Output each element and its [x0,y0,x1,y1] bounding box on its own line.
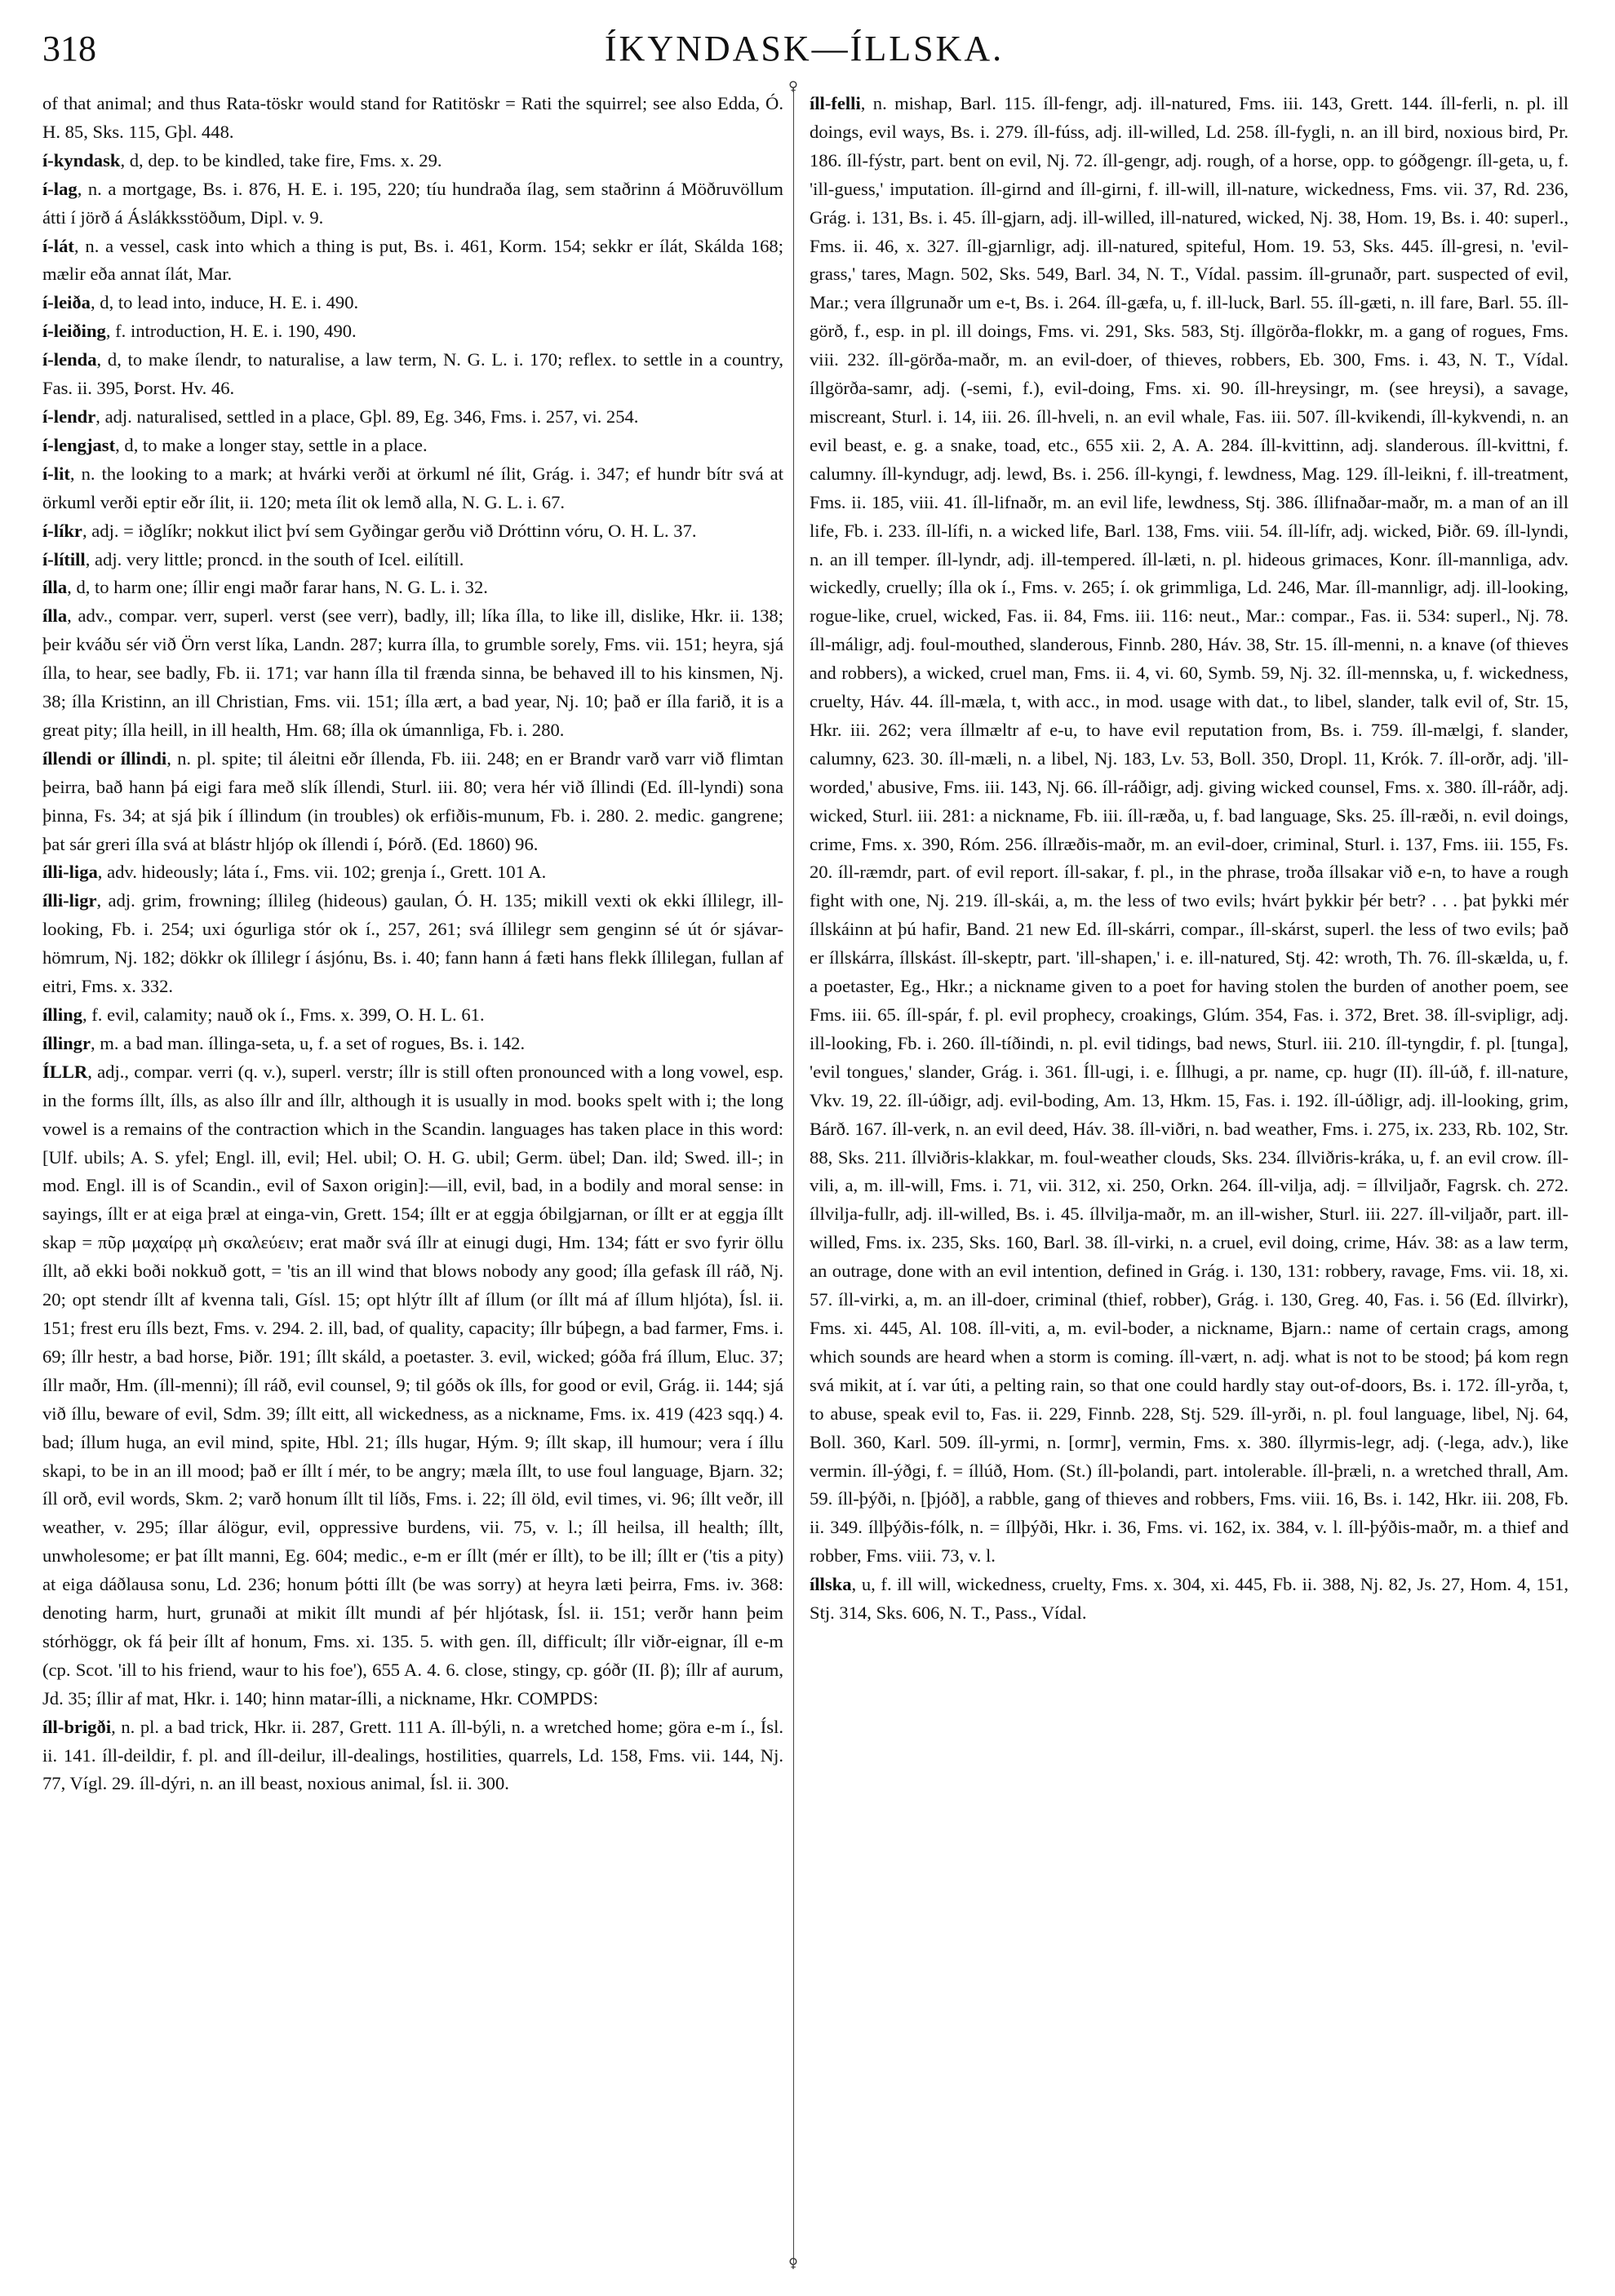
column-divider [793,88,794,2263]
entry-text: , adj. naturalised, settled in a place, Gþl. 89, Eg. 346, Fms. i. 257, vi. 254. [95,406,639,427]
entry-headword: í-lát [42,235,74,256]
entry-text: , n. pl. a bad trick, Hkr. ii. 287, Grett. 111 A. íll-býli, n. a wretched home; göra e-m í., Ísl. ii. 141. íll-deildir, f. pl. and íll-deilur, ill-dealings, hostilities, quarrels, Ld. 158, Fms. vii. 144, Nj. 77, Vígl. 29. íll-dýri, n. an ill beast, noxious animal, Ísl. ii. 300. [42,1716,783,1794]
dictionary-entry [42,858,783,887]
entry-headword: íllendi or íllindi [42,747,167,769]
entry-text: , n. a vessel, cask into which a thing is put, Bs. i. 461, Korm. 154; sekkr er ílát, Skálda 168; mælir eða annat ílát, Mar. [42,235,783,285]
entry-text: , d, to harm one; íllir engi maðr farar hans, N. G. L. i. 32. [67,577,488,598]
entry-text: , adj., compar. verri (q. v.), superl. verstr; íllr is still often pronounced with a long vowel, esp. in the forms íllt, ílls, as also íllr and íllr, although it is usually in mod. books spelt with i; the long vowel is a remains of the contraction which in the Scandin. languages has taken place in this word: [Ulf. ubils; A. S. yfel; Engl. ill, evil; Hel. ubil; O. H. G. ubil; Germ. übel; Dan. ild; Swed. ill-; in mod. Engl. ill is of Scandin., evil of Saxon origin]:—ill, evil, bad, in a bodily and moral sense: in sayings, íllt er at eiga þræl at einga-vin, Grett. 154; íllt er at eggja óbilgjarnan, or íllt er at eggja íllt skap = πῦρ μαχαίρᾳ μὴ σκαλεύειν; erat maðr svá íllr at einugi dugi, Hm. 134; fátt er svo fyrir öllu íllt, að ekki boði nokkuð gott, = 'tis an ill wind that blows nobody any good; ílla gefask íll ráð, Nj. 20; opt stendr íllt af kvenna tali, Gísl. 15; opt hlýtr íllt af íllum (or íllt má af íllum hljóta), Ísl. ii. 151; frest eru ílls bezt, Fms. v. 294. 2. ill, bad, of quality, capacity; íllr búþegn, a bad farmer, Fms. i. 69; íllr hestr, a bad horse, Þiðr. 191; íllt skáld, a poetaster. 3. evil, wicked; góða frá íllum, Eluc. 37; íllr maðr, Hm. (íll-menni); íll ráð, evil counsel, 9; til góðs ok ílls, for good or evil, Grág. ii. 144; sjá við íllu, beware of evil, Sdm. 39; íllt eitt, all wickedness, as a nickname, Fms. ix. 419 (423 sqq.) 4. bad; íllum huga, an evil mind, spite, Hbl. 21; ílls hugar, Hým. 9; íllt skap, ill humour; vera í íllu skapi, to be in an ill mood; það er íllt í mér, to be angry; mæla íllt, to use foul language, Bjarn. 32; íll orð, evil words, Skm. 2; varð honum íllt til líðs, Fms. i. 22; íll öld, evil times, vi. 96; íllt veðr, ill weather, v. 295; íllar álögur, evil, oppressive burdens, vii. 75, v. l.; íll heilsa, ill health; íllt, unwholesome; er þat íllt manni, Eg. 604; medic., e-m er íllt (mér er íllt), to be ill; íllt er ('tis a pity) at eiga dáðlausa sonu, Ld. 236; honum þótti íllt (be was sorry) at heyra læti þeirra, Fms. iv. 368: denoting harm, hurt, grunaði at mikit íllt mundi af þér hljótask, Ísl. ii. 151; verðr hann þeim stórhöggr, ok fá þeir íllt af honum, Fms. xi. 135. 5. with gen. íll, difficult; íllr viðr-eignar, íll e-m (cp. Scot. 'ill to his friend, waur to his foe'), 655 A. 4. 6. close, stingy, cp. góðr (II. β); íllr af aurum, Jd. 35; íllir af mat, Hkr. i. 140; hinn matar-ílli, a nickname, Hkr. COMPDS: [42,1061,783,1709]
entry-headword: ílling [42,1004,82,1025]
dictionary-entry [42,517,783,546]
entry-headword: í-lit [42,463,70,484]
dictionary-entry [42,1713,783,1799]
entry-headword: í-lenda [42,349,97,370]
entry-text: , n. mishap, Barl. 115. íll-fengr, adj. ill-natured, Fms. iii. 143, Grett. 144. íll-ferli, n. pl. ill doings, evil ways, Bs. i. 279. íll-fúss, adj. ill-willed, Ld. 258. íll-fygli, n. an ill bird, noxious bird, Pr. 186. íll-fýstr, part. bent on evil, Nj. 72. íll-gengr, adj. rough, of a horse, opp. to góðgengr. íll-geta, u, f. 'ill-guess,' imputation. íll-girnd and íll-girni, f. ill-will, ill-nature, wickedness, Fms. vii. 37, Rd. 236, Grág. i. 131, Bs. i. 45. íll-gjarn, adj. ill-willed, ill-natured, wicked, Nj. 38, Hom. 19, Bs. i. 40: superl., Fms. ii. 46, x. 327. íll-gjarnligr, adj. ill-natured, spiteful, Hom. 19. 53, Sks. 445. íll-gresi, n. 'evil-grass,' tares, Magn. 502, Sks. 549, Barl. 34, N. T., Vídal. passim. íll-grunaðr, part. suspected of evil, Mar.; vera íllgrunaðr um e-t, Bs. i. 264. íll-gæfa, u, f. ill-luck, Barl. 55. íll-gæti, n. ill fare, Barl. 55. íll-görð, f., esp. in pl. ill doings, Fms. vi. 291, Sks. 583, Stj. íllgörða-flokkr, m. a gang of rogues, Fms. viii. 232. íll-görða-maðr, m. an evil-doer, of thieves, robbers, Eb. 300, Fms. i. 43, N. T., Vídal. íllgörða-samr, adj. (-semi, f.), evil-doing, Fms. xi. 90. íll-hreysingr, m. (see hreysi), a savage, miscreant, Sturl. i. 14, iii. 26. íll-hveli, n. an evil whale, Fas. iii. 507. íll-kvikendi, íll-kykvendi, n. an evil beast, e. g. a snake, toad, etc., 655 xii. 2, A. A. 284. íll-kvittinn, adj. slanderous. íll-kvittni, f. calumny. íll-kyndugr, adj. lewd, Bs. i. 256. íll-kyngi, f. lewdness, Mag. 129. íll-leikni, f. ill-treatment, Fms. ii. 185, viii. 41. íll-lifnaðr, m. an evil life, lewdness, Stj. 386. íllifnaðar-maðr, m. a man of an ill life, Fb. i. 233. íll-lífi, n. a wicked life, Barl. 138, Fms. viii. 54. íll-lífr, adj. wicked, Þiðr. 69. íll-lyndi, n. an ill temper. íll-lyndr, adj. ill-tempered. íll-læti, n. pl. hideous grimaces, Konr. íll-mannliga, adv. wickedly, cruelly; ílla ok í., Fms. v. 265; í. ok grimmliga, Ld. 246, Mar. íll-mannligr, adj. ill-looking, rogue-like, cruel, wicked, Fas. ii. 84, Fms. iii. 116: neut., Mar.: compar., Fas. ii. 534: superl., Nj. 78. íll-máligr, adj. foul-mouthed, slanderous, Finnb. 280, Háv. 38, Str. 15. íll-menni, n. a knave (of thieves and robbers), a wicked, cruel man, Fms. ii. 4, vi. 60, Symb. 59, Nj. 32. íll-mennska, u, f. wickedness, cruelty, Háv. 44. íll-mæla, t, with acc., in mod. usage with dat., to libel, slander, talk evil of, Str. 15, Hkr. iii. 262; vera íllmæltr af e-u, to have evil reputation from, Bs. i. 759. íll-mælgi, f. slander, calumny, 623. 30. íll-mæli, n. a libel, Nj. 183, Lv. 53, Boll. 350, Dropl. 11, Krók. 7. íll-orðr, adj. 'ill-worded,' abusive, Fms. iii. 143, Nj. 66. íll-ráðigr, adj. giving wicked counsel, Fms. x. 380. íll-ráðr, adj. wicked, Sturl. iii. 281: a nickname, Fb. iii. íll-ræða, u, f. bad language, Sks. 25. íll-ræði, n. evil doings, crime, Fms. x. 390, Róm. 256. íllræðis-maðr, m. an evil-doer, criminal, Sturl. i. 137, Fms. iii. 155, Fs. 20. íll-ræmdr, part. of evil report. íll-sakar, f. pl., in the phrase, troða íllsakar við e-n, to have a rough fight with one, Nj. 219. íll-skái, a, m. the less of two evils; hvárt þykkir þér betr? . . . þat þykki mér íllskáinn at þú hafir, Band. 21 new Ed. íll-skárri, compar., íll-skárst, superl. the less of two evils; það er íllskárra, íllskást. íll-skeptr, part. 'ill-shapen,' i. e. ill-natured, Stj. 42: wroth, Th. 76. íll-skælda, u, f. a poetaster, Eg., Hkr.; a nickname given to a poet for having stolen the burden of another poem, see Fms. iii. 65. íll-spár, f. pl. evil prophecy, croakings, Glúm. 354, Fas. i. 372, Bret. 38. íll-svipligr, adj. ill-looking, Fb. i. 260. íll-tíðindi, n. pl. evil tidings, bad news, Sturl. iii. 210. íll-tyngdir, f. pl. [tunga], 'evil tongues,' slander, Grág. i. 361. Íll-ugi, i. e. Íllhugi, a pr. name, cp. hugr (II). íll-úð, f. ill-nature, Vkv. 19, 22. íll-úðigr, adj. evil-boding, Am. 13, Hkm. 15, Fas. i. 192. íll-úðligr, adj. ill-looking, grim, Bárð. 167. íll-verk, n. an evil deed, Háv. 38. íll-viðri, n. bad weather, Fms. i. 275, ix. 233, Rb. 102, Str. 88, Sks. 211. íllviðris-klakkar, m. foul-weather clouds, Sks. 234. íllviðris-kráka, u, f. an evil crow. íll-vili, a, m. ill-will, Fms. i. 71, vii. 312, xi. 250, Orkn. 264. íll-vilja, adj. = íllviljaðr, Fagrsk. ch. 272. íllvilja-fullr, adj. ill-willed, Bs. i. 45. íllvilja-maðr, m. an ill-wisher, Sturl. iii. 227. íll-viljaðr, part. ill-willed, Fms. ix. 235, Sks. 160, Barl. 38. íll-virki, n. a cruel, evil doing, crime, Háv. 38: as a law term, an outrage, done with an evil intention, defined in Grág. i. 130, 131: robbery, ravage, Fms. vii. 18, xi. 57. íll-virki, a, m. an ill-doer, criminal (thief, robber), Grág. i. 130, Greg. 40, Fas. i. 56 (Ed. íllvirkr), Fms. xi. 445, Al. 108. íll-viti, a, m. evil-boder, a nickname, Bjarn.: name of certain crags, among which sounds are heard when a storm is coming. íll-vært, n. adj. what is not to be stood; þá kom regn svá mikit, at í. var úti, a pelting rain, so that one could hardly stay out-of-doors, Bs. i. 172. íll-yrða, t, to abuse, speak evil to, Fas. ii. 229, Finnb. 228, Stj. 529. íll-yrði, n. pl. foul language, libel, Nj. 64, Boll. 360, Karl. 509. íll-yrmi, n. [ormr], vermin, Fms. x. 380. íllyrmis-legr, adj. (-lega, adv.), like vermin. íll-ýðgi, f. = íllúð, Hom. (St.) íll-þolandi, part. intolerable. íll-þræli, n. a wretched thrall, Am. 59. íll-þýði, n. [þjóð], a rabble, gang of thieves and robbers, Fms. viii. 16, Bs. i. 142, Hkr. iii. 208, Fb. ii. 349. íllþýðis-fólk, n. = íllþýði, Hkr. i. 36, Fms. vi. 162, ix. 384, v. l. íll-þýðis-maðr, m. a thief and robber, Fms. viii. 73, v. l. [810,93,1568,1567]
column-divider-ornament-bottom: ♀ [788,2255,798,2271]
dictionary-entry [42,432,783,460]
entry-text: , adj. = iðglíkr; nokkut ilict því sem Gyðingar gerðu við Dróttinn vóru, O. H. L. 37. [82,520,697,541]
entry-text: , n. the looking to a mark; at hvárki verði at örkuml né ílit, Grág. i. 347; ef hundr bítr svá at örkuml verði eptir eðr ílit, ii. 120; meta ílit ok lemð alla, N. G. L. i. 67. [42,463,783,512]
dictionary-entry [42,745,783,859]
dictionary-entry [42,887,783,1001]
dictionary-entry [42,175,783,233]
dictionary-entry [42,1058,783,1713]
dictionary-entry [42,574,783,602]
entry-headword: í-lítill [42,548,86,570]
entry-headword: í-lengjast [42,434,116,455]
dictionary-entry [42,317,783,346]
dictionary-entry [810,90,1568,1571]
dictionary-entry [42,289,783,317]
entry-text: , adv., compar. verr, superl. verst (see verr), badly, ill; líka ílla, to like ill, dislike, Hkr. ii. 138; þeir kváðu sér við Örn verst líka, Landn. 287; kurra ílla, to grumble sorely, Fms. vii. 151; heyra, sjá ílla, to hear, see badly, Fb. ii. 171; var hann ílla til frænda sinna, be behaved ill to his kinsmen, Nj. 38; ílla Kristinn, an ill Christian, Fms. vii. 151; ílla ært, a bad year, Nj. 10; það er ílla farið, it is a great pity; ílla heill, in ill health, Hm. 68; ílla ok úmannliga, Fb. i. 280. [42,605,783,740]
entry-text: , adv. hideously; láta í., Fms. vii. 102; grenja í., Grett. 101 A. [97,862,547,883]
entry-text: , n. a mortgage, Bs. i. 876, H. E. i. 195, 220; tíu hundraða ílag, sem staðrinn á Möðruvöllum átti í jörð á Áslákksstöðum, Dipl. v. 9. [42,178,783,228]
dictionary-entry [810,1571,1568,1628]
entry-text: , u, f. ill will, wickedness, cruelty, Fms. x. 304, xi. 445, Fb. ii. 388, Nj. 82, Js. 27, Hom. 4, 151, Stj. 314, Sks. 606, N. T., Pass., Vídal. [810,1574,1568,1624]
entry-headword: ílli-liga [42,862,98,883]
dictionary-entry [42,1030,783,1058]
entry-text: , d, dep. to be kindled, take fire, Fms. x. 29. [120,149,442,171]
right-column [810,90,1568,2272]
entry-headword: íll-brigði [42,1716,112,1737]
dictionary-entry [42,233,783,290]
column-divider-ornament-top: ♀ [788,78,798,94]
entry-text: , d, to lead into, induce, H. E. i. 490. [90,292,359,313]
entry-text: , f. evil, calamity; nauð ok í., Fms. x. 399, O. H. L. 61. [82,1004,485,1025]
entry-headword: í-líkr [42,520,82,541]
entry-headword: í-kyndask [42,149,121,171]
entry-text: of that animal; and thus Rata-töskr would stand for Ratitöskr = Rati the squirrel; see also Edda, Ó. H. 85, Sks. 115, Gþl. 448. [42,93,783,142]
entry-text: , d, to make ílendr, to naturalise, a law term, N. G. L. i. 170; reflex. to settle in a country, Fas. ii. 395, Þorst. Hv. 46. [42,349,783,399]
entry-headword: ílla [42,577,68,598]
entry-headword: í-leiða [42,292,91,313]
entry-headword: ílla [42,605,68,627]
left-column [42,90,783,2272]
page-number: 318 [42,29,96,69]
page-header [42,23,1566,80]
entry-text: , d, to make a longer stay, settle in a place. [115,434,428,455]
entry-text: , adj. very little; proncd. in the south of Icel. eilítill. [85,548,464,570]
entry-headword: íll-felli [810,93,861,113]
dictionary-entry [42,602,783,745]
dictionary-entry [42,460,783,517]
entry-headword: ÍLLR [42,1061,88,1082]
entry-headword: íllingr [42,1032,91,1053]
entry-text: , n. pl. spite; til áleitni eðr íllenda, Fb. iii. 248; en er Brandr varð varr við flimtan þeirra, bað hann þá eigi fara með slík íllendi, Sturl. iii. 80; vera hér við íllindi (Ed. íll-lyndi) sona þinna, Fs. 34; at sjá þik í íllindum (in troubles) ok erfiðis-munum, Fb. i. 280. 2. medic. gangrene; þat sár greri ílla svá at blástr hljóp ok íllendi í, Þórð. (Ed. 1860) 96. [42,747,783,854]
entry-headword: íllska [810,1574,852,1595]
dictionary-entry [42,90,783,147]
entry-headword: í-lag [42,178,78,199]
running-head: ÍKYNDASK—ÍLLSKA. [604,29,1005,69]
dictionary-entry [42,546,783,574]
dictionary-entry [42,346,783,403]
entry-headword: ílli-ligr [42,890,97,911]
entry-text: , adj. grim, frowning; íllileg (hideous) gaulan, Ó. H. 135; mikill vexti ok ekki íllilegr, ill-looking, Fb. i. 254; uxi ógurliga stór ok í., 257, 261; svá íllilegr sem genginn sé út ór sjávar-hömrum, Nj. 182; dökkr ok íllilegr í ásjónu, Bs. i. 40; fann hann á fæti hans flekk íllilegan, fullan af eitri, Fms. x. 332. [42,890,783,997]
entry-text: , f. introduction, H. E. i. 190, 490. [105,321,357,342]
entry-text: , m. a bad man. íllinga-seta, u, f. a set of rogues, Bs. i. 142. [91,1032,526,1053]
entry-headword: í-lendr [42,406,96,427]
entry-headword: í-leiðing [42,321,106,342]
dictionary-entry [42,147,783,175]
dictionary-entry [42,1001,783,1030]
dictionary-entry [42,403,783,432]
